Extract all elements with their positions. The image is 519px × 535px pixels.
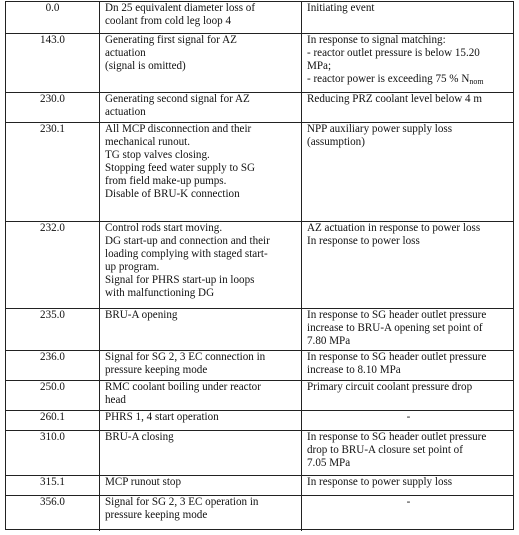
event-line: Signal for SG 2, 3 EC operation in <box>105 496 259 508</box>
time-cell: 143.0 <box>6 34 100 92</box>
event-cell <box>100 93 302 122</box>
event-line: Generating first signal for AZ <box>105 34 237 46</box>
event-line: Dn 25 equivalent diameter loss of <box>105 2 256 14</box>
note-line: 7.80 MPa <box>307 335 351 348</box>
document-page <box>5 1 514 530</box>
note-line: In response to power loss <box>307 235 420 248</box>
note-cell <box>302 476 513 495</box>
event-cell <box>100 2 302 33</box>
table-row <box>6 476 513 496</box>
table-row <box>6 34 513 93</box>
time-cell: 315.1 <box>6 476 100 495</box>
note-line: NPP auxiliary power supply loss <box>307 123 453 135</box>
event-line: (signal is omitted) <box>105 60 186 73</box>
event-cell <box>100 411 302 430</box>
event-cell <box>100 351 302 380</box>
note-cell <box>302 2 513 33</box>
event-line: Stopping feed water supply to SG <box>105 162 256 175</box>
event-cell <box>100 496 302 531</box>
event-line: DG start-up and connection and their <box>105 235 270 248</box>
time-cell: 230.1 <box>6 123 100 221</box>
note-line: In response to signal matching: <box>307 34 446 46</box>
event-line: Disable of BRU-K connection <box>105 188 240 201</box>
event-cell <box>100 123 302 221</box>
note-line: AZ actuation in response to power loss <box>307 222 481 234</box>
event-cell <box>100 222 302 308</box>
note-line: (assumption) <box>307 136 365 149</box>
event-cell <box>100 34 302 92</box>
note-line: - reactor power is exceeding 75 % Nnom <box>307 73 484 87</box>
event-line: up program. <box>105 261 160 274</box>
note-line: - reactor outlet pressure is below 15.20 <box>307 47 480 60</box>
note-cell <box>302 123 513 221</box>
event-line: actuation <box>105 47 146 60</box>
event-line: RMC coolant boiling under reactor <box>105 381 261 393</box>
event-line: coolant from cold leg loop 4 <box>105 15 232 28</box>
event-line: loading complying with staged start- <box>105 248 268 261</box>
note-cell <box>302 93 513 122</box>
event-line: from field make-up pumps. <box>105 175 227 188</box>
event-line: BRU-A closing <box>105 431 174 443</box>
table-row <box>6 309 513 351</box>
note-line: 7.05 MPa <box>307 457 351 470</box>
event-cell <box>100 309 302 350</box>
note-cell <box>302 431 513 475</box>
event-cell <box>100 431 302 475</box>
note-line: In response to SG header outlet pressure <box>307 351 487 363</box>
time-cell: 236.0 <box>6 351 100 380</box>
event-line: BRU-A opening <box>105 309 178 321</box>
note-cell <box>302 309 513 350</box>
event-line: All MCP disconnection and their <box>105 123 252 135</box>
table-row <box>6 123 513 222</box>
event-line: Generating second signal for AZ <box>105 93 250 105</box>
note-cell <box>302 351 513 380</box>
note-line: In response to SG header outlet pressure <box>307 431 487 443</box>
note-cell <box>302 496 513 531</box>
time-cell: 250.0 <box>6 381 100 410</box>
event-line: MCP runout stop <box>105 476 182 488</box>
table-row <box>6 222 513 309</box>
note-line: drop to BRU-A closure set point of <box>307 444 463 457</box>
note-line: Primary circuit coolant pressure drop <box>307 381 473 393</box>
time-cell: 0.0 <box>6 2 100 33</box>
note-cell <box>302 381 513 410</box>
time-cell: 230.0 <box>6 93 100 122</box>
event-line: with malfunctioning DG <box>105 287 215 300</box>
power-subscript: nom <box>469 77 484 87</box>
event-line: Control rods start moving. <box>105 222 223 234</box>
note-line: - <box>406 411 411 423</box>
event-cell <box>100 476 302 495</box>
event-line: actuation <box>105 106 146 119</box>
note-cell <box>302 411 513 430</box>
table-row <box>6 411 513 431</box>
time-cell: 232.0 <box>6 222 100 308</box>
time-cell: 356.0 <box>6 496 100 531</box>
time-cell: 235.0 <box>6 309 100 350</box>
event-line: head <box>105 394 126 407</box>
note-line: increase to 8.10 MPa <box>307 364 401 377</box>
event-line: mechanical runout. <box>105 136 191 149</box>
table-row <box>6 431 513 476</box>
event-line: pressure keeping mode <box>105 364 208 377</box>
time-cell: 310.0 <box>6 431 100 475</box>
note-line: - <box>406 496 411 508</box>
note-cell <box>302 34 513 92</box>
note-line: increase to BRU-A opening set point of <box>307 322 483 335</box>
event-line: Signal for SG 2, 3 EC connection in <box>105 351 266 363</box>
note-line: Initiating event <box>307 2 375 14</box>
note-line: In response to power supply loss <box>307 476 453 488</box>
table-row <box>6 496 513 531</box>
time-cell: 260.1 <box>6 411 100 430</box>
event-sequence-table <box>5 1 514 530</box>
table-row <box>6 93 513 123</box>
event-line: pressure keeping mode <box>105 509 208 522</box>
note-line: MPa; <box>307 60 332 73</box>
table-row <box>6 351 513 381</box>
table-row <box>6 2 513 34</box>
event-line: Signal for PHRS start-up in loops <box>105 274 255 287</box>
note-line: Reducing PRZ coolant level below 4 m <box>307 93 483 105</box>
table-row <box>6 381 513 411</box>
note-cell <box>302 222 513 308</box>
note-line: In response to SG header outlet pressure <box>307 309 487 321</box>
event-line: PHRS 1, 4 start operation <box>105 411 219 423</box>
event-line: TG stop valves closing. <box>105 149 210 162</box>
event-cell <box>100 381 302 410</box>
